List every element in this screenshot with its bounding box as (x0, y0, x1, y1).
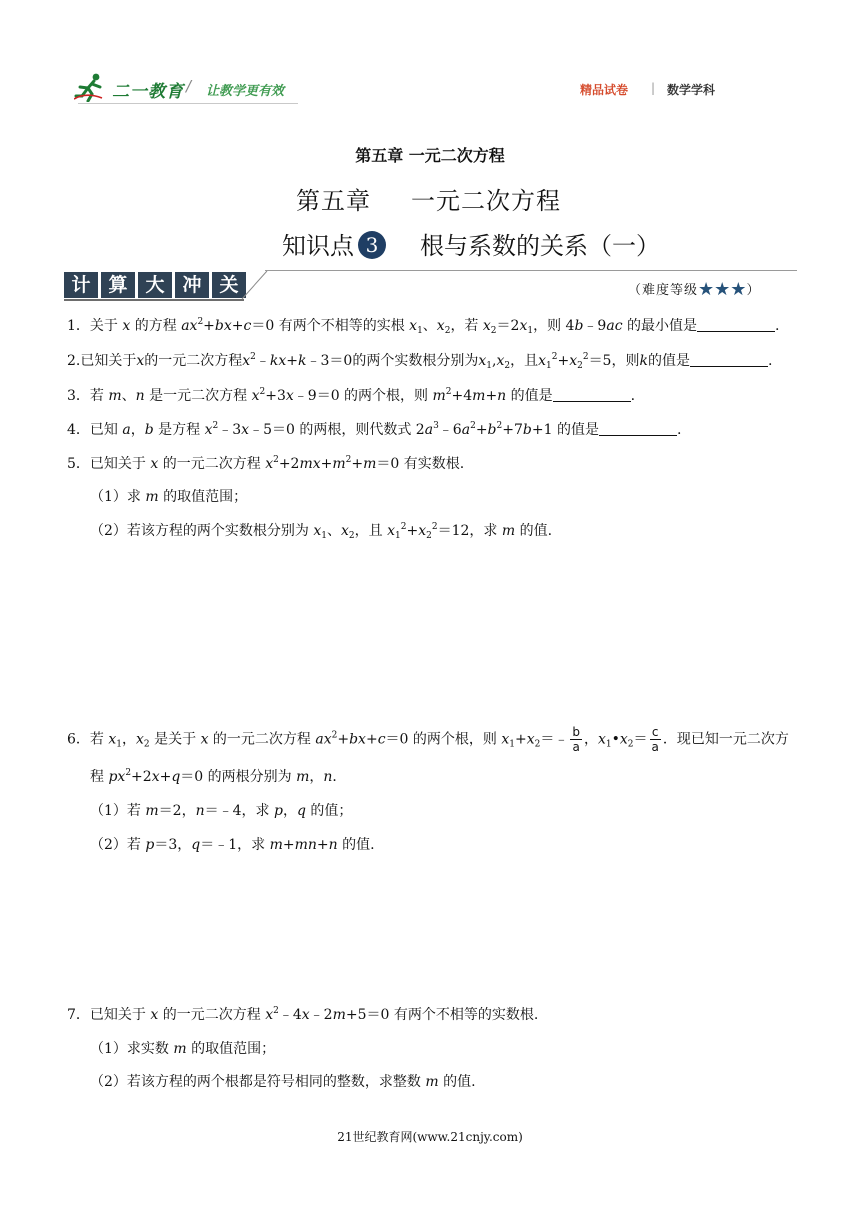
subject-tag: 数学学科 (667, 83, 716, 97)
banner-char: 冲 (175, 272, 209, 298)
question-4: 4．已知 a，b 是方程 $x^2﹣3x﹣5=0$ 的两根，则代数式 $2a^3﹣6a^2+b^2+7b+1$ 的值是 . (67, 421, 682, 438)
difficulty-rating (628, 279, 760, 300)
chapter-name: 一元二次方程 (411, 187, 561, 215)
banner-slash-decoration (240, 270, 270, 300)
chapter-number: 第五章 (296, 187, 371, 215)
question-6-part-1: （1）若 m＝2，n＝﹣4，求 p，q 的值； (90, 803, 353, 819)
difficulty-label: （难度等级 (628, 283, 699, 298)
fraction-b-over-a: $\frac{b}{a}$ (572, 725, 580, 754)
runner-logo-icon (74, 72, 108, 102)
question-3: 3．若 m、n 是一元二次方程 $x^2+3x﹣9=0$ 的两个根，则 $m^2+4m+n$ 的值是 . (67, 387, 636, 404)
knowledge-point-title (282, 226, 660, 261)
question-2: 2.已知关于x的一元二次方程$x^2﹣kx+k﹣3=0$的两个实数根分别为$x_1,x_2$，且$x_1^2+x_2^2=5$，则k的值是 . (67, 352, 773, 371)
header-divider (78, 103, 298, 104)
question-7: 7．已知关于 x 的一元二次方程 $x^2﹣4x﹣2m+5=0$ 有两个不相等的实数根. (67, 1006, 539, 1023)
question-5-part-1: （1）求 m 的取值范围； (90, 489, 248, 505)
banner-char: 计 (64, 272, 98, 298)
fraction-c-over-a: $\frac{c}{a}$ (651, 725, 659, 754)
answer-blank[interactable] (553, 387, 631, 402)
question-6-line-2: 程 $px^2+2x+q=0$ 的两根分别为 m，n． (90, 768, 347, 785)
question-6: 6．若 $x_1$，$x_2$ 是关于 x 的一元二次方程 $ax^2+bx+c=0$ 的两个根，则 $x_1+x_2=﹣$ $\frac{b}{a}$ ，$x_1•x_2=$ $\frac{c}{a}$ ．现已知一元二次方 (67, 725, 789, 754)
banner-char: 关 (212, 272, 246, 298)
chapter-heading: 第五章 一元二次方程 (355, 146, 505, 165)
knowledge-point-number-badge: 3 (358, 231, 386, 259)
answer-blank[interactable] (690, 352, 768, 367)
chapter-title (296, 181, 561, 216)
answer-blank[interactable] (697, 317, 775, 332)
banner-char: 算 (101, 272, 135, 298)
question-5: 5．已知关于 x 的一元二次方程 $x^2+2mx+m^2+m=0$ 有实数根. (67, 455, 465, 472)
question-7-part-1: （1）求实数 m 的取值范围； (90, 1041, 276, 1057)
banner-rule (265, 270, 797, 271)
question-5-part-2: （2）若该方程的两个实数根分别为 $x_1$、$x_2$，且 $x_1^2+x_2^2=12$，求 m 的值. (90, 522, 553, 541)
logo-brand-name: 二一教育 (112, 82, 184, 102)
knowledge-point-topic: 根与系数的关系（一） (420, 232, 660, 260)
star-icon: ★★★ (698, 279, 747, 300)
question-6-part-2: （2）若 p＝3，q＝﹣1，求 m+mn+n 的值. (90, 837, 375, 853)
logo-slogan: 让教学更有效 (206, 84, 285, 99)
difficulty-close: ） (746, 283, 761, 298)
answer-blank[interactable] (599, 421, 677, 436)
banner-char: 大 (138, 272, 172, 298)
header-separator: | (651, 81, 656, 95)
logo-divider: / (186, 77, 192, 95)
section-banner (64, 272, 249, 299)
quality-tag: 精品试卷 (580, 83, 629, 97)
page-footer: 21世纪教育网(www.21cnjy.com) (337, 1130, 523, 1144)
banner-underline (64, 299, 244, 301)
question-1: 1．关于 x 的方程 $ax^2+bx+c=0$ 有两个不相等的实根 $x_1$、$x_2$，若 $x_2=2x_1$，则 4b﹣9ac 的最小值是 . (67, 317, 780, 336)
knowledge-point-label: 知识点 (282, 232, 354, 260)
question-7-part-2: （2）若该方程的两个根都是符号相同的整数，求整数 m 的值. (90, 1074, 476, 1090)
